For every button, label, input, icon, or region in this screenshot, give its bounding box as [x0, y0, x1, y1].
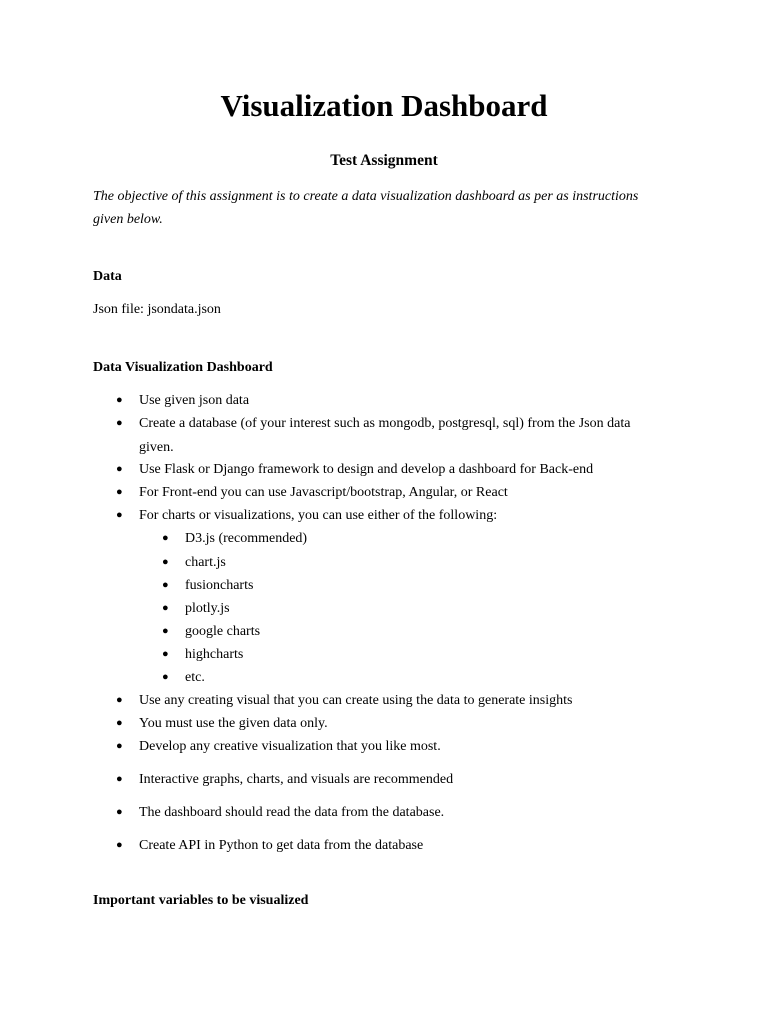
- sub-list-item: [162, 551, 226, 574]
- sub-list-item: [162, 666, 205, 689]
- list-item-text: For charts or visualizations, you can use either of the following:: [139, 508, 498, 523]
- bullet-icon: ●: [162, 579, 169, 591]
- bullet-icon: ●: [116, 486, 123, 498]
- bullet-icon: ●: [116, 394, 123, 406]
- list-item-text: For Front-end you can use Javascript/bootstrap, Angular, or React: [139, 485, 508, 500]
- bullet-icon: ●: [162, 602, 169, 614]
- list-item-text: Create a database (of your interest such as mongodb, postgresql, sql) from the Json data: [139, 416, 631, 431]
- bullet-icon: ●: [162, 556, 169, 568]
- sub-list-item-text: etc.: [185, 670, 205, 685]
- list-item-text: Use any creating visual that you can create using the data to generate insights: [139, 693, 573, 708]
- sub-list-item-text: chart.js: [185, 555, 226, 570]
- sub-list-item: [162, 597, 230, 620]
- sub-list-item: [162, 527, 308, 550]
- bullet-icon: ●: [162, 671, 169, 683]
- variables-heading: Important variables to be visualized: [93, 893, 309, 908]
- data-heading: Data: [93, 269, 122, 284]
- list-item: [116, 504, 498, 527]
- list-item-text: Use Flask or Django framework to design and develop a dashboard for Back-end: [139, 462, 594, 477]
- list-item: [116, 458, 594, 481]
- list-item: [116, 735, 441, 758]
- intro-paragraph: The objective of this assignment is to create a data visualization dashboard as per as instructions given below.: [93, 189, 639, 227]
- bullet-icon: ●: [116, 839, 123, 851]
- page-title: Visualization Dashboard: [220, 88, 548, 123]
- bullet-icon: ●: [116, 463, 123, 475]
- bullet-icon: ●: [162, 625, 169, 637]
- bullet-icon: ●: [116, 717, 123, 729]
- dashboard-heading: Data Visualization Dashboard: [93, 360, 273, 375]
- list-item-text: The dashboard should read the data from the database.: [139, 805, 445, 820]
- list-item-text: given.: [139, 440, 174, 455]
- sub-list-item: [162, 643, 244, 666]
- bullet-icon: ●: [116, 694, 123, 706]
- sub-list-item-text: highcharts: [185, 647, 244, 662]
- sub-list-item-text: D3.js (recommended): [185, 531, 308, 546]
- bullet-icon: ●: [116, 509, 123, 521]
- sub-list-item: [162, 620, 261, 643]
- list-item: [116, 712, 328, 735]
- sub-list-item-text: google charts: [185, 624, 261, 639]
- sub-list-item-text: plotly.js: [185, 601, 230, 616]
- list-item: [116, 801, 445, 824]
- list-item-text: You must use the given data only.: [139, 716, 328, 731]
- list-item: [116, 768, 454, 791]
- list-item-text: Create API in Python to get data from the database: [139, 838, 424, 853]
- data-file-text: Json file: jsondata.json: [93, 302, 221, 317]
- list-item-continuation: [139, 436, 174, 459]
- bullet-icon: ●: [116, 806, 123, 818]
- list-item-text: Develop any creative visualization that you like most.: [139, 739, 441, 754]
- list-item-text: Interactive graphs, charts, and visuals are recommended: [139, 772, 454, 787]
- list-item: [116, 389, 250, 412]
- page-subtitle: Test Assignment: [330, 152, 438, 169]
- list-item: [116, 412, 631, 435]
- sub-list-item: [162, 574, 254, 597]
- bullet-icon: ●: [162, 532, 169, 544]
- list-item: [116, 834, 424, 857]
- bullet-icon: ●: [116, 417, 123, 429]
- bullet-icon: ●: [162, 648, 169, 660]
- list-item: [116, 481, 508, 504]
- list-item: [116, 689, 573, 712]
- list-item-text: Use given json data: [139, 393, 250, 408]
- sub-list-item-text: fusioncharts: [185, 578, 254, 593]
- bullet-icon: ●: [116, 773, 123, 785]
- bullet-icon: ●: [116, 740, 123, 752]
